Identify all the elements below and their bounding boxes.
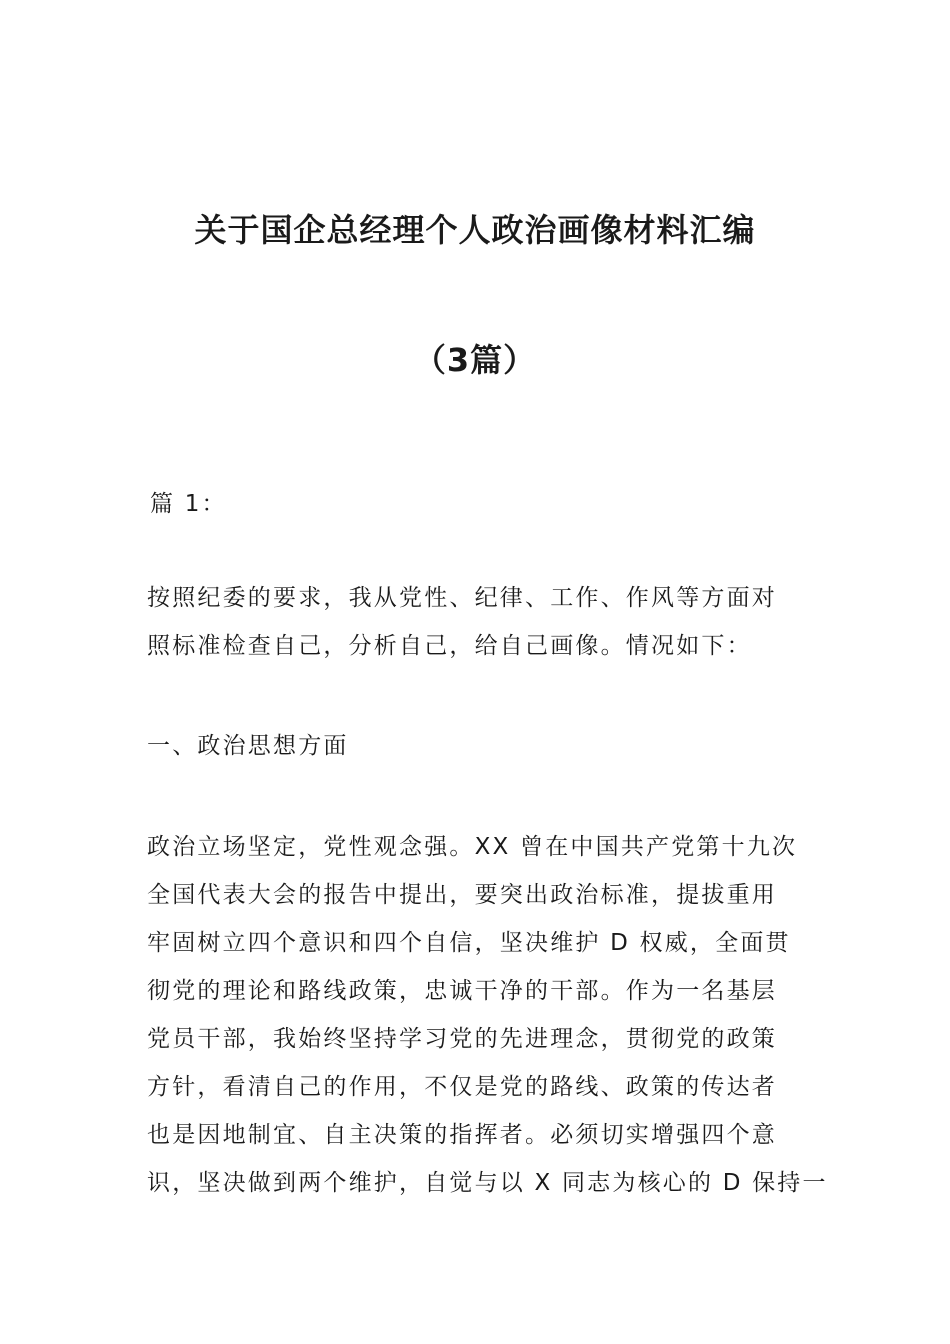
body-line: 方针，看清自己的作用，不仅是党的路线、政策的传达者 bbox=[147, 1074, 777, 1100]
intro-paragraph bbox=[147, 574, 807, 670]
body-line: 党员干部，我始终坚持学习党的先进理念，贯彻党的政策 bbox=[147, 1026, 777, 1052]
body-line: 牢固树立四个意识和四个自信，坚决维护 D 权威，全面贯 bbox=[147, 930, 791, 956]
body-line: 政治立场坚定，党性观念强。XX 曾在中国共产党第十九次 bbox=[147, 834, 798, 860]
section-label: 篇 1： bbox=[150, 491, 227, 517]
intro-line: 照标准检查自己，分析自己，给自己画像。情况如下： bbox=[147, 633, 752, 659]
body-line: 识，坚决做到两个维护，自觉与以 X 同志为核心的 D 保持一 bbox=[147, 1170, 828, 1196]
document-title: 关于国企总经理个人政治画像材料汇编 bbox=[194, 211, 756, 249]
body-line: 也是因地制宜、自主决策的指挥者。必须切实增强四个意 bbox=[147, 1122, 777, 1148]
intro-line: 按照纪委的要求，我从党性、纪律、工作、作风等方面对 bbox=[147, 585, 777, 611]
document-subtitle: （3篇） bbox=[413, 341, 537, 379]
body-line: 全国代表大会的报告中提出，要突出政治标准，提拔重用 bbox=[147, 882, 777, 908]
body-line: 彻党的理论和路线政策，忠诚干净的干部。作为一名基层 bbox=[147, 978, 777, 1004]
section-heading: 一、政治思想方面 bbox=[147, 733, 349, 759]
body-paragraph bbox=[147, 823, 828, 1207]
